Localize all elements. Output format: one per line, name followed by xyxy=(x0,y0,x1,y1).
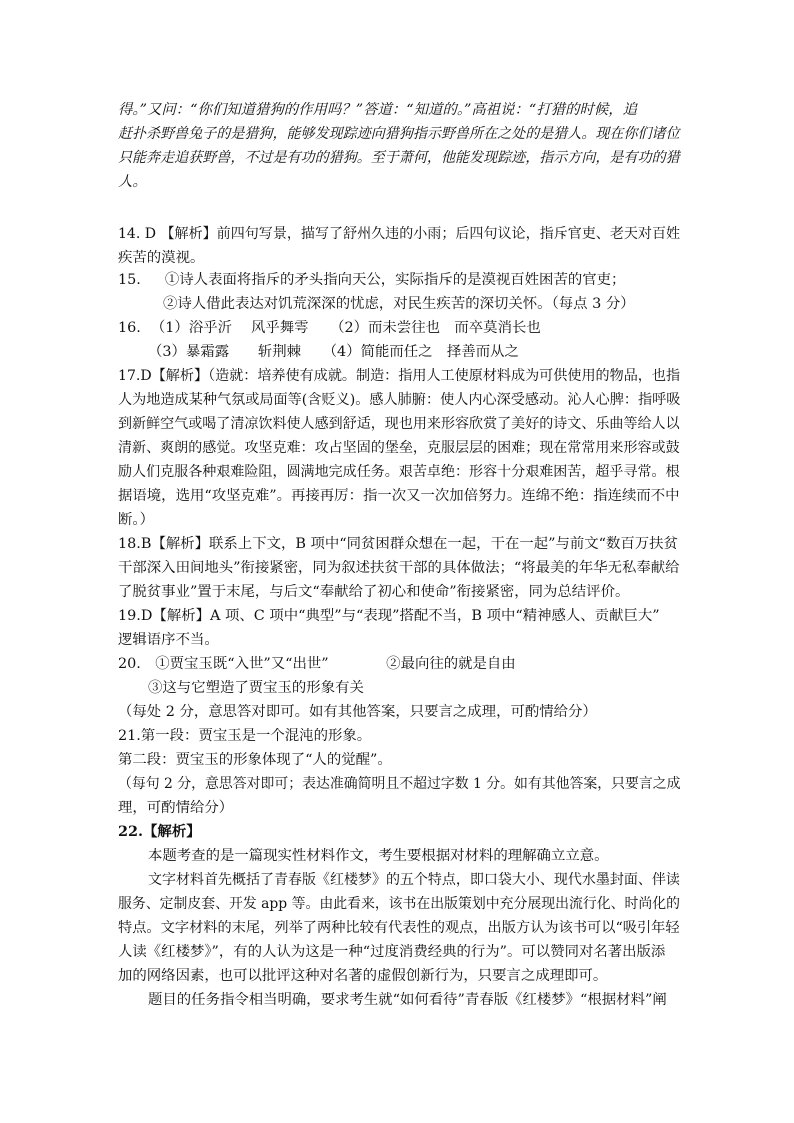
translation-line: 人。 xyxy=(118,174,147,190)
answer-16-text: （1）浴乎沂 风乎舞雩 （2）而未尝往也 而卒莫消长也 xyxy=(150,320,541,336)
answer-22-para2: 服务、定制皮套、开发 app 等。由此看来，该书在出版策划中充分展现出流行化、时尚化的 xyxy=(118,896,681,912)
answer-21-text: 21.第一段：贾宝玉是一个混沌的形象。 xyxy=(118,728,372,744)
answer-17-text: 励人们克服各种艰难险阻，圆满地完成任务。艰苦卓绝：形容十分艰难困苦，超乎寻常。根 xyxy=(118,464,680,480)
translation-line: 只能奔走追获野兽，不过是有功的猎狗。至于萧何，他能发现踪迹，指示方向，是有功的猎 xyxy=(118,150,680,166)
answer-17-text: 17.D【解析】（造就：培养使有成就。制造：指用人工使原材料成为可供使用的物品，也指 xyxy=(118,368,681,384)
answer-18-text: 了脱贫事业”置于末尾，与后文“奉献给了初心和使命”衔接紧密，同为总结评价。 xyxy=(118,584,630,600)
answer-15-text: ①诗人表面将指斥的矛头指向天公，实际指斥的是漠视百姓困苦的官吏； xyxy=(164,272,626,288)
answer-17-text: 断。） xyxy=(118,512,154,528)
answer-22-para2: 人读《红楼梦》”，有的人认为这是一种“过度消费经典的行为”。可以赞同对名著出版添 xyxy=(118,944,666,960)
answer-19-text: 逻辑语序不当。 xyxy=(118,632,219,648)
answer-15 xyxy=(118,270,625,290)
answer-22-para2: 文字材料首先概括了青春版《红楼梦》的五个特点，即口袋大小、现代水墨封面、伴读 xyxy=(148,872,680,888)
answer-22-para3: 题目的任务指令相当明确，要求考生就“如何看待”青春版《红楼梦》“根据材料”阐 xyxy=(148,992,667,1008)
answer-21-note: （每句 2 分，意思答对即可；表达准确简明且不超过字数 1 分。如有其他答案，只要言之成 xyxy=(118,776,681,792)
translation-line: 得。”又问：“你们知道猎狗的作用吗？”答道：“知道的。”高祖说：“打猎的时候，追 xyxy=(118,102,638,118)
translation-line: 赶扑杀野兽兔子的是猎狗，能够发现踪迹向猎狗指示野兽所在之处的是猎人。现在你们诸位 xyxy=(118,126,680,142)
answer-21-text: 第二段：贾宝玉的形象体现了“人的觉醒”。 xyxy=(118,752,392,768)
answer-22-para2: 特点。文字材料的末尾，列举了两种比较有代表性的观点，出版方认为该书可以“吸引年轻 xyxy=(118,920,680,936)
answer-15-text: ②诗人借此表达对饥荒深深的忧虑，对民生疾苦的深切关怀。（每点 3 分） xyxy=(163,296,635,312)
answer-14-text: 前四句写景，描写了舒州久违的小雨；后四句议论，指斥官吏、老天对百姓 xyxy=(216,226,681,242)
answer-17-text: 据语境，选用“攻坚克难”。再接再厉：指一次又一次加倍努力。连绵不绝：指连续而不中 xyxy=(118,488,680,504)
answer-17-text: 到新鲜空气或喝了清凉饮料使人感到舒适，现也用来形容欣赏了美好的诗文、乐曲等给人以 xyxy=(118,416,680,432)
answer-14 xyxy=(118,224,680,244)
answer-18-text: 18.B【解析】联系上下文，B 项中“同贫困群众想在一起，干在一起”与前文“数百万扶贫 xyxy=(118,536,678,552)
answer-17-text: 清新、爽朗的感觉。攻坚克难：攻占坚固的堡垒，克服层层的困难；现在常常用来形容或鼓 xyxy=(118,440,680,456)
answer-22-para1: 本题考查的是一篇现实性材料作文，考生要根据对材料的理解确立立意。 xyxy=(148,848,609,864)
answer-16-label: 16. xyxy=(118,320,141,336)
answer-22-label: 22.【解析】 xyxy=(118,823,201,840)
answer-20-text: ③这与它塑造了贾宝玉的形象有关 xyxy=(148,680,364,696)
answer-15-label: 15. xyxy=(118,272,141,288)
answer-14-text: 疾苦的漠视。 xyxy=(118,250,205,266)
answer-19-text: 19.D【解析】A 项、C 项中“典型”与“表现”搭配不当，B 项中“精神感人、贡献巨大” xyxy=(118,608,660,624)
answer-22-para2: 加的网络因素，也可以批评这种对名著的虚假创新行为，只要言之成理即可。 xyxy=(118,968,608,984)
answer-21-note: 理，可酌情给分） xyxy=(118,800,234,816)
answer-20-note: （每处 2 分，意思答对即可。如有其他答案，只要言之成理，可酌情给分） xyxy=(118,704,597,720)
answer-20-text: 20. ①贾宝玉既“入世”又“出世” ②最向往的就是自由 xyxy=(118,656,516,672)
answer-16 xyxy=(118,318,541,338)
answer-18-text: 干部深入田间地头”衔接紧密，同为叙述扶贫干部的具体做法；“将最美的年华无私奉献给 xyxy=(118,560,680,576)
answer-14-label: 14. D 【解析】 xyxy=(118,226,217,242)
answer-16-text: （3）暴霜露 斩荆棘 （4）简能而任之 择善而从之 xyxy=(148,344,519,360)
answer-17-text: 人为地造成某种气氛或局面等(含贬义)。感人肺腑：使人内心深受感动。沁人心脾：指呼吸 xyxy=(118,392,681,408)
